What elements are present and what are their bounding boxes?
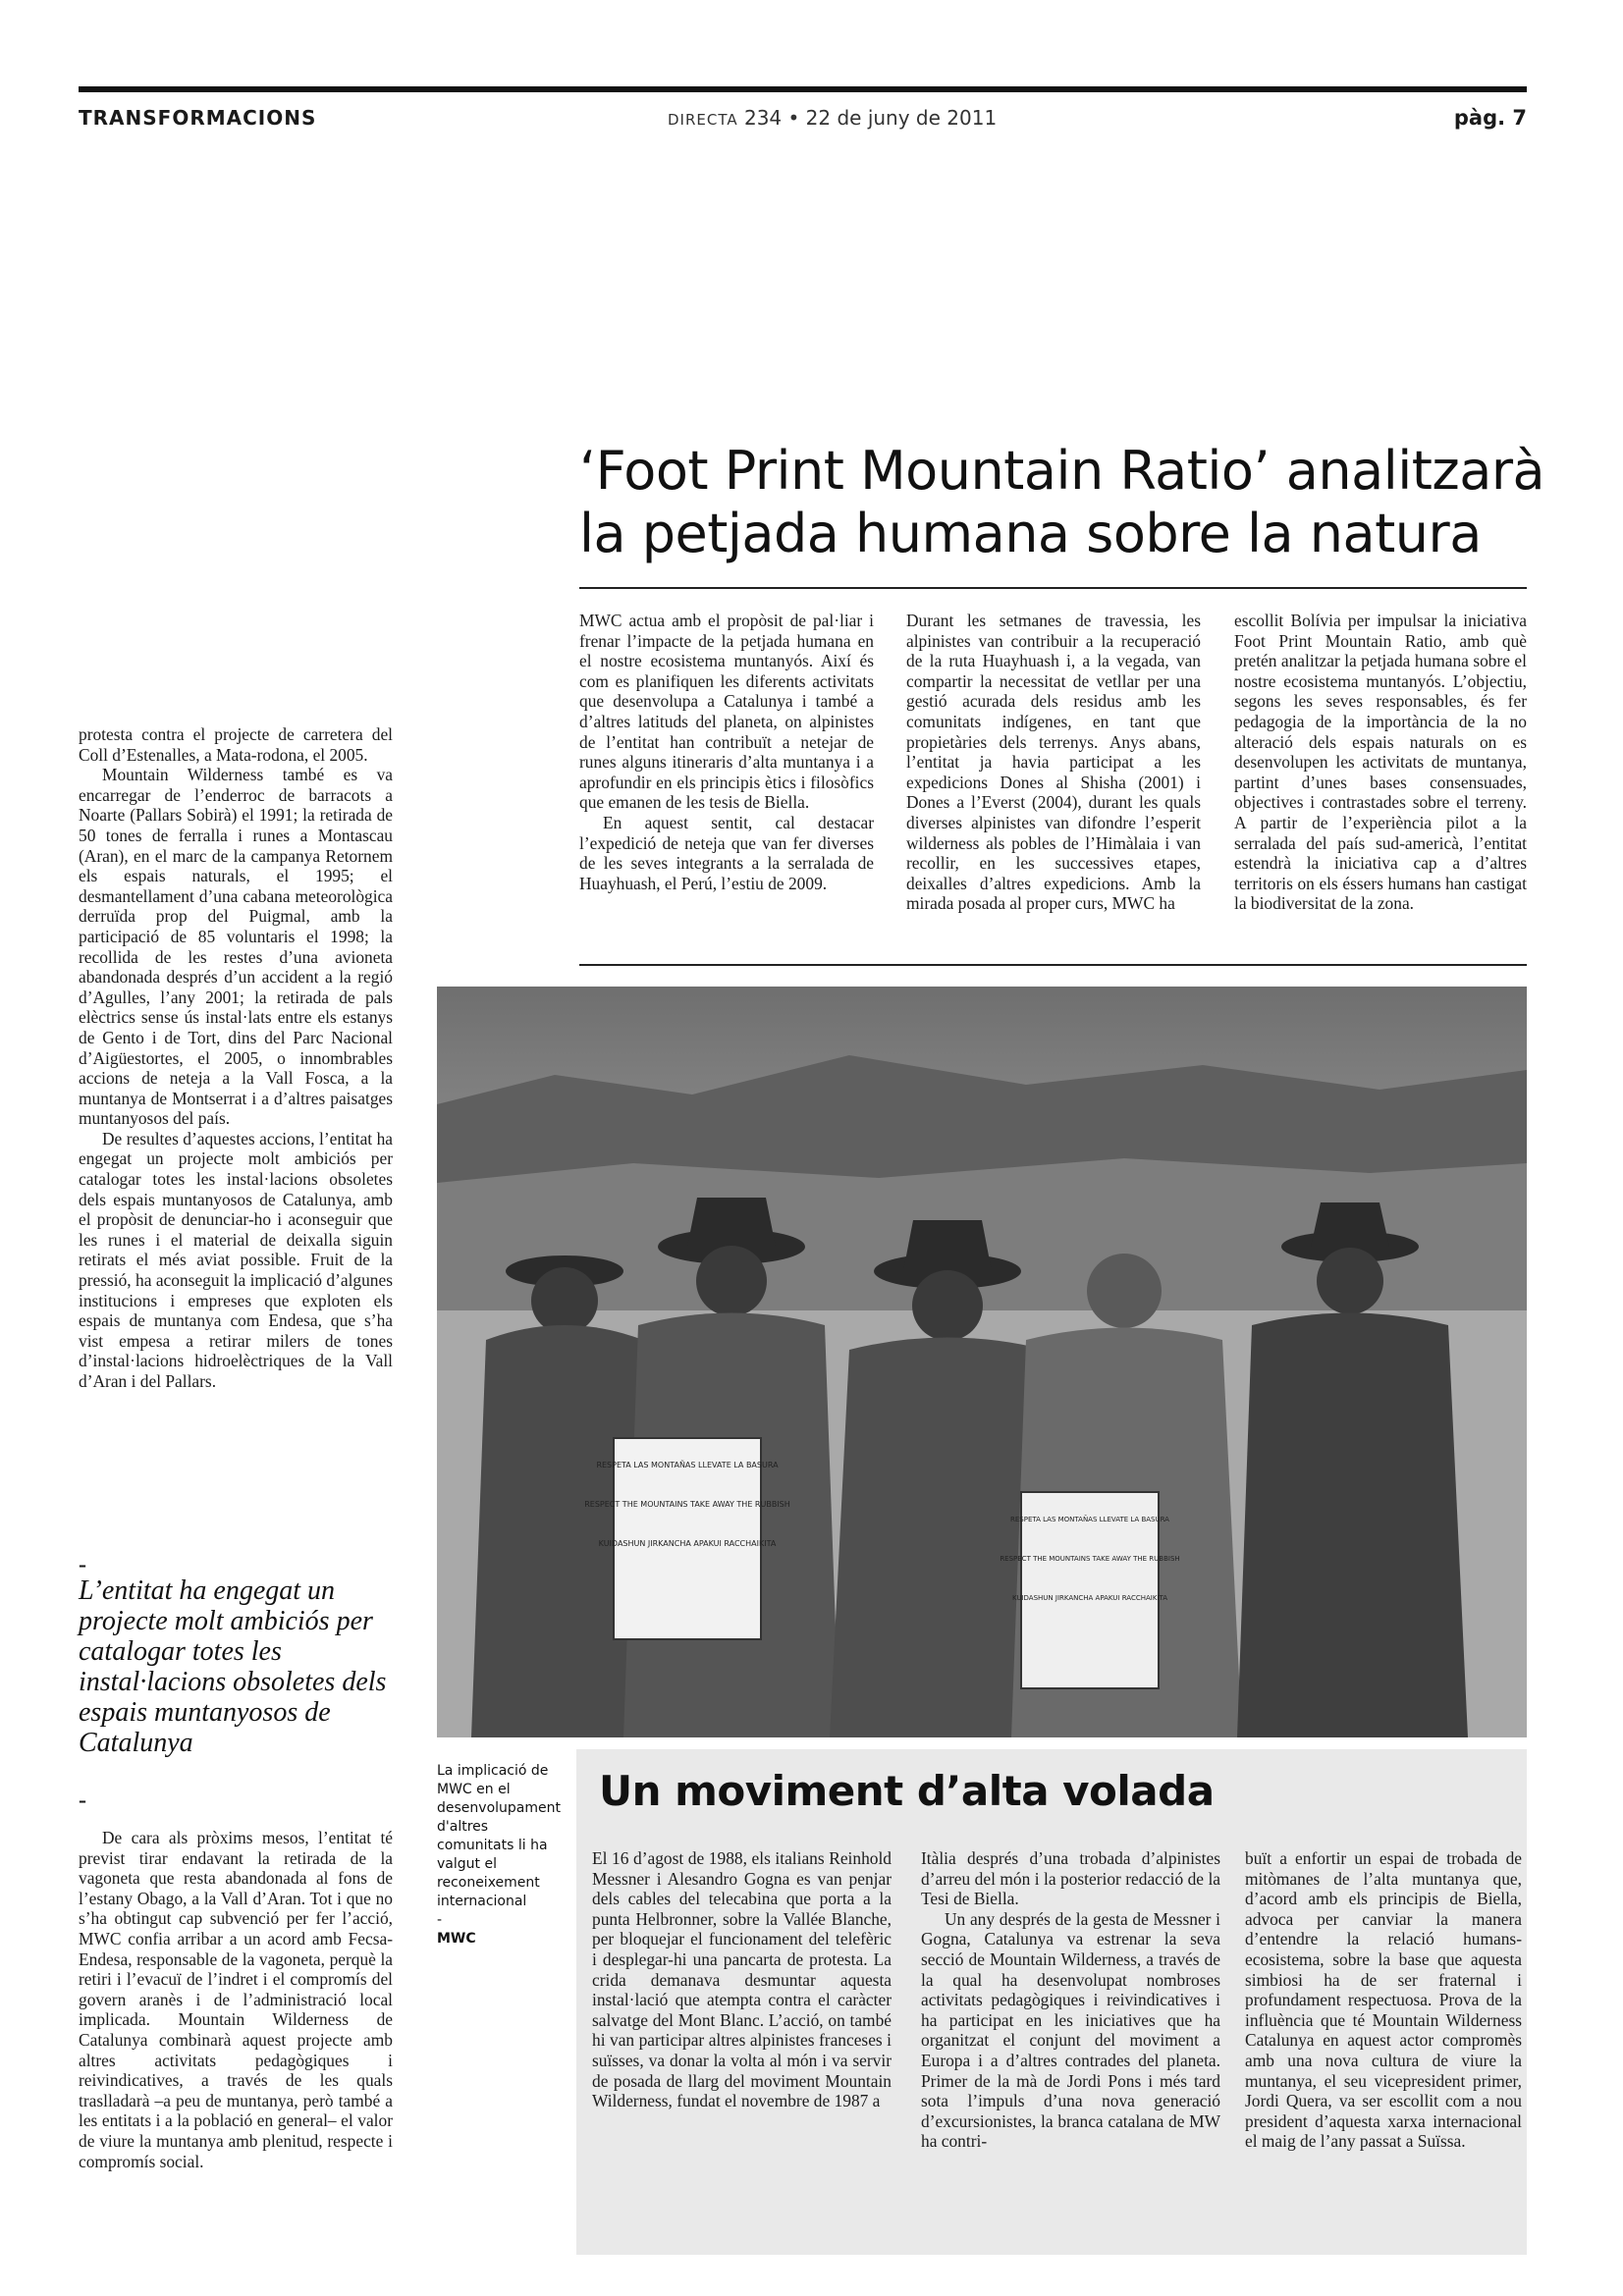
paragraph: En aquest sentit, cal destacar l’expedició de neteja que van fer diverses de les seves integrants a la serralada de Huayhuash, el Perú, l’estiu de 2009. xyxy=(579,812,874,893)
issue-date: 234 • 22 de juny de 2011 xyxy=(743,106,998,130)
sidebar-title: Un moviment d’alta volada xyxy=(599,1767,1215,1815)
sign-right xyxy=(1000,1492,1179,1688)
sidebar-column-1 xyxy=(592,1848,892,2111)
paragraph: Mountain Wilderness també es va encarregar de l’enderroc de barracots a Noarte (Pallars Sobirà) el 1991; la retirada de 50 tones de ferralla i runes a Montascau (Aran), en el marc de la campanya Retornem els espais naturals, el 1995; el desmantellament d’una cabana meteorològica derruïda prop del Puigmal, amb la participació de 85 voluntaris el 1998; la recollida de les restes d’una avioneta abandonada després d’un accident a la regió d’Agulles, l’any 2001; la retirada de pals elèctrics sense ús instal·lats entre els estanys de Gento i de Tort, dins del Parc Nacional d’Aigüestortes, el 2005, o innombrables accions de neteja a la Vall Fosca, a la muntanya de Montserrat i a d’altres paisatges muntanyosos del país. xyxy=(79,765,393,1129)
paragraph: Un any després de la gesta de Messner i Gogna, Catalunya va estrenar la seva secció de Mountain Wilderness, a través de la qual ha desenvolupat nombroses activitats pedagògiques i reivindicatives i ha participat en les iniciatives que ha organitzat el conjunt del moviment a Europa i a d’altres contrades del planeta. Primer de la mà de Jordi Pons i més tard sota l’impuls d’una nova generació d’excursionistes, la branca catalana de MW ha contri- xyxy=(921,1908,1220,2152)
issue-info xyxy=(668,106,997,130)
pullquote: L’entitat ha engegat un projecte molt ambiciós per catalogar totes les instal·lacions obsoletes dels espais muntanyosos de Catalunya xyxy=(79,1575,387,1758)
sign-right-text-1: RESPETA LAS MONTAÑAS LLEVATE LA BASURA xyxy=(1010,1516,1169,1523)
headline-rule xyxy=(579,587,1527,589)
pullquote-dash-top: – xyxy=(79,1556,86,1575)
sign-left-text-2: RESPECT THE MOUNTAINS TAKE AWAY THE RUBBISH xyxy=(584,1500,790,1509)
publication-name: DIRECTA xyxy=(668,111,738,129)
paragraph: protesta contra el projecte de carretera del Coll d’Estenalles, a Mata-rodona, el 2005. xyxy=(79,724,393,765)
left-column xyxy=(79,724,393,1392)
page-number: pàg. 7 xyxy=(1453,106,1527,130)
sidebar-column-3 xyxy=(1245,1848,1522,2152)
paragraph: De cara als pròxims mesos, l’entitat té previst tirar endavant la retirada de la vagoneta que resta abandonada al fons de l’estany Obago, a la Vall d’Aran. Tot i que no s’ha obtingut cap subvenció per fer l’acció, MWC confia arribar a un acord amb Fecsa-Endesa, responsable de la vagoneta, perquè la retiri i l’evacuï de l’indret i el compromís del govern aranès i de l’administració local implicada. Mountain Wilderness de Catalunya combinarà aquest projecte amb altres activitats pedagògiques i reivindicatives, a través de les quals traslladarà –a peu de muntanya, però també a les entitats i a la població en general– el valor de viure la muntanya amb plenitud, respecte i compromís social. xyxy=(79,1828,393,2171)
photo-credit: MWC xyxy=(437,1931,476,1947)
paragraph: Durant les setmanes de travessia, les alpinistes van contribuir a la recuperació de la ruta Huayhuash i, a la vegada, van compartir la necessitat de vetllar per una gestió acurada dels residus amb les comunitats indígenes, en tant que propietàries dels terrenys. Anys abans, l’entitat ja havia participat a les expedicions Dones al Shisha (2001) i Dones a l’Everst (2004), durant les quals diverses alpinistes van difondre l’esperit wilderness als pobles de l’Himàlaia i van recollir, en les successives etapes, deixalles d’altres expedicions. Amb la mirada posada al proper curs, MWC ha xyxy=(906,611,1201,914)
sign-left-text-3: KUIDASHUN JIRKANCHA APAKUI RACCHAIKITA xyxy=(598,1539,777,1548)
caption-dash: - xyxy=(437,1912,443,1928)
top-rule xyxy=(79,86,1527,92)
paragraph: escollit Bolívia per impulsar la iniciativa Foot Print Mountain Ratio, amb què pretén analitzar la petjada humana sobre el nostre ecosistema muntanyós. L’objectiu, segons les seves responsables, és fer pedagogia de la importància de la no alteració dels espais naturals on es desenvolupen les activitats de muntanya, partint d’unes bases consensuades, objectives i contrastades sobre el terreny. A partir de l’experiència pilot a la serralada del país sud-americà, l’entitat estendrà la iniciativa cap a d’altres territoris on els éssers humans han castigat la biodiversitat de la zona. xyxy=(1234,611,1527,914)
headline-line-1: ‘Foot Print Mountain Ratio’ analitzarà xyxy=(579,440,1545,502)
sign-right-text-2: RESPECT THE MOUNTAINS TAKE AWAY THE RUBBISH xyxy=(1000,1555,1180,1563)
sign-right-text-3: KUIDASHUN JIRKANCHA APAKUI RACCHAIKITA xyxy=(1011,1594,1168,1602)
left-column-after xyxy=(79,1828,393,2171)
photo-volunteers xyxy=(437,987,1527,1737)
headline-line-2: la petjada humana sobre la natura xyxy=(579,503,1482,564)
sign-left xyxy=(584,1438,790,1639)
article-column-2 xyxy=(906,611,1201,914)
section-label: TRANSFORMACIONS xyxy=(79,106,317,130)
photo-illustration xyxy=(437,987,1527,1737)
sidebar-column-2 xyxy=(921,1848,1220,2152)
paragraph: Itàlia després d’una trobada d’alpinistes d’arreu del món i la posterior redacció de la Tesi de Biella. xyxy=(921,1848,1220,1909)
photo-caption xyxy=(437,1762,565,1949)
paragraph: MWC actua amb el propòsit de pal·liar i frenar l’impacte de la petjada humana en el nostre ecosistema muntanyós. Així és com es planifiquen les diferents activitats que desenvolupa a Catalunya i també a d’altres latituds del planeta, on alpinistes de l’entitat han contribuït a netejar de runes alguns itineraris d’alta muntanya i a aprofundir en els principis ètics i filosòfics que emanen de les tesis de Biella. xyxy=(579,611,874,813)
article-column-3 xyxy=(1234,611,1527,914)
article-column-1 xyxy=(579,611,874,893)
caption-text: La implicació de MWC en el desenvolupament d'altres comunitats li ha valgut el reconeixement internacional xyxy=(437,1763,561,1909)
article-rule xyxy=(579,964,1527,966)
paragraph: De resultes d’aquestes accions, l’entitat ha engegat un projecte molt ambiciós per catalogar totes les instal·lacions obsoletes dels espais muntanyosos de Catalunya, amb el propòsit de denunciar-ho i aconseguir que les runes i el material de deixalla siguin retirats el més aviat possible. Fruit de la pressió, ha aconseguit la implicació d’algunes institucions i empreses que exploten els espais de muntanya com Endesa, que s’ha vist empesa a retirar milers de tones d’instal·lacions hidroelèctriques de la Vall d’Aran i del Pallars. xyxy=(79,1128,393,1391)
sign-left-text-1: RESPETA LAS MONTAÑAS LLEVATE LA BASURA xyxy=(596,1461,779,1469)
paragraph: El 16 d’agost de 1988, els italians Reinhold Messner i Alesandro Gogna es van penjar dels cables del telecabina que porta a la punta Helbronner, sobre la Vallée Blanche, per bloquejar el funcionament del telefèric i desplegar-hi una pancarta de protesta. La crida demanava desmuntar aquesta instal·lació que atempta contra el caràcter salvatge del Mont Blanc. L’acció, on també hi van participar altres alpinistes franceses i suïsses, va donar la volta al món i va servir de posada de llarg del moviment Mountain Wilderness, fundat el novembre de 1987 a xyxy=(592,1848,892,2111)
paragraph: buït a enfortir un espai de trobada de mitòmanes de l’alta muntanya que, d’acord amb els principis de Biella, advoca per canviar la manera d’entendre la relació humans-ecosistema, sobre la base que aquesta simbiosi ha de ser fraternal i profundament respectuosa. Prova de la influència que té Mountain Wilderness Catalunya en aquest actor compromès amb una nova cultura de viure la muntanya, el seu vicepresident primer, Jordi Quera, va ser escollit com a nou president d’aquesta xarxa internacional el maig de l’any passat a Suïssa. xyxy=(1245,1848,1522,2152)
pullquote-dash-bottom: – xyxy=(79,1791,86,1810)
headline xyxy=(579,440,1551,565)
